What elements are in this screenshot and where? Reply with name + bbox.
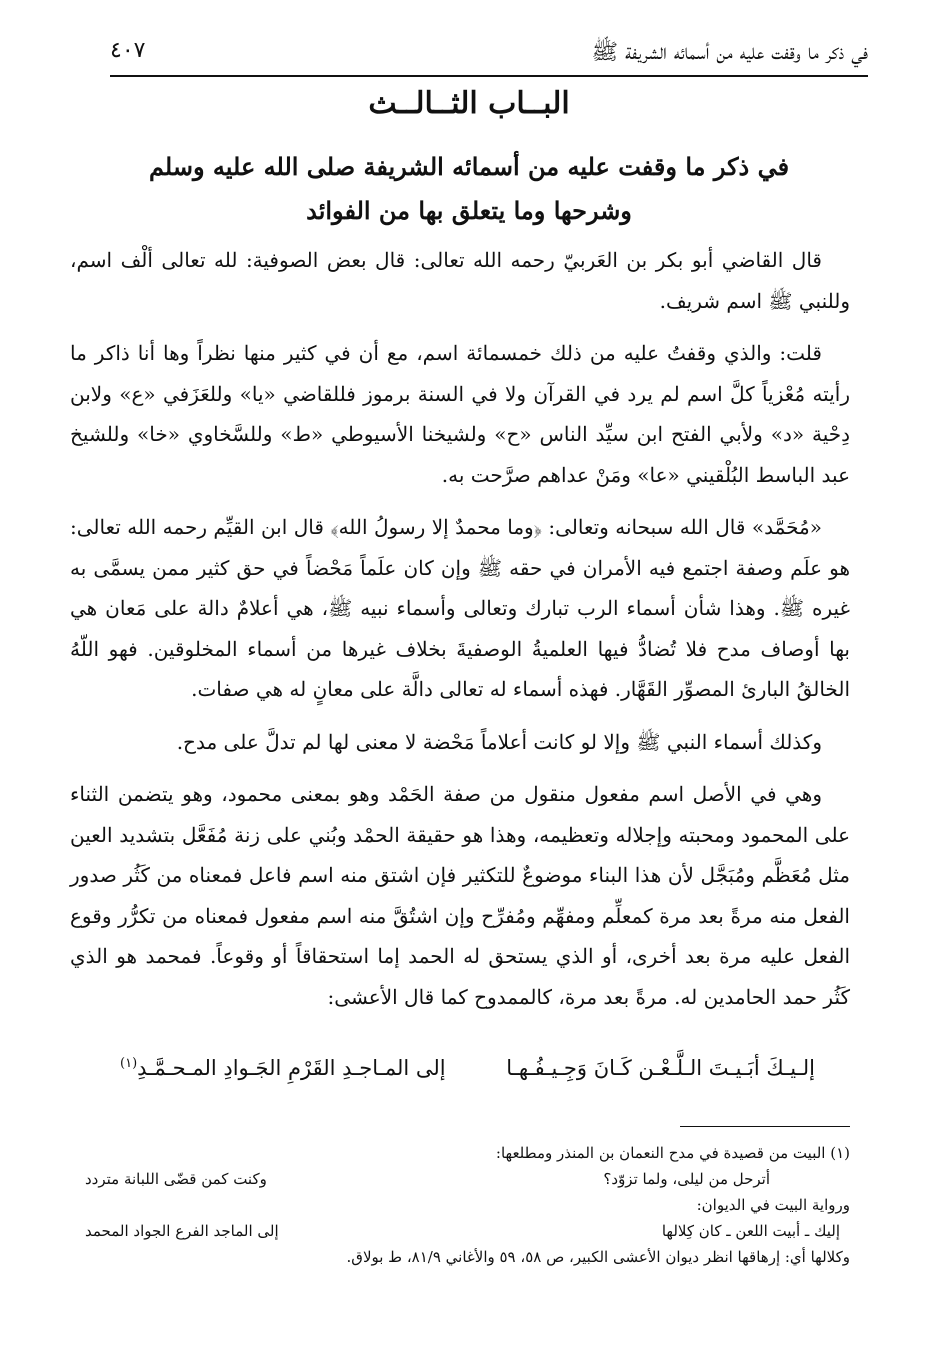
footnote-line: (١) البيت من قصيدة في مدح النعمان بن المنذر ومطلعها: <box>495 1144 850 1162</box>
header-title: في ذكر ما وقفت عليه من أسمائه الشريفة ﷺ <box>591 40 868 65</box>
footnote-line: وكلالها أي: إرهاقها انظر ديوان الأعشى الكبير، ص ٥٨، ٥٩ والأغاني ٨١/٩، ط بولاق. <box>346 1248 850 1266</box>
footnote-marker: (١) <box>120 1056 138 1071</box>
paragraph: قلت: والذي وقفتُ عليه من ذلك خمسمائة اسم، مع أن في كثير منها نظراً وها أنا ذاكر ما رأيته مُعْزياً كلَّ اسم لم يرد في القرآن ولا في السنة برموز فللقاضي «يا» وللعَزَفي «ع» ولابن دِحْية «د» ولأبي الفتح ابن سيِّد الناس «ح» ولشيخنا الأسيوطي «ط» وللسَّخاوي «خا» وللشيخ عبد الباسط البُلْقيني «عا» ومَنْ عداهم صرَّحت به. <box>70 341 850 487</box>
footnote-verse-part: إليك ـ أبيت اللعن ـ كان كِلالها <box>661 1222 840 1240</box>
verse-hemistich-1: إلـيـكَ أبَـيـتَ الـلَّـعْـن كَـانَ وَجِـيـفُـهـا <box>506 1056 815 1080</box>
footnote-verse-part: إلى الماجد الفرع الجواد المحمد <box>85 1222 279 1240</box>
footnote-verse-part: وكنت كمن قضّى اللبانة متردد <box>85 1170 267 1188</box>
page-number: ٤٠٧ <box>110 38 146 63</box>
footnote-divider <box>680 1126 850 1127</box>
chapter-title <box>80 145 858 233</box>
paragraph: وهي في الأصل اسم مفعول منقول من صفة الحَمْد وهو بمعنى محمود، وهو يتضمن الثناء على المحمود ومحبته وإجلاله وتعظيمه، وهذا هو حقيقة الحمْد وبُني على زنة مُفَعَّل بتشديد العين مثل مُعَظَّم ومُبَجَّل لأن هذا البناء موضوعٌ للتكثير فإن اشتق منه اسم فاعل فمعناه من كَثُر صدور الفعل منه مرةً بعد مرة كمعلِّم ومفهِّم ومُفرِّح وإن اشتُقَّ منه اسم مفعول فمعناه من تكرُّر وقوع الفعل عليه مرة بعد أخرى، أو الذي يستحق له الحمد إما استحقاقاً أو وقوعاً. فمحمد هو الذي كَثُر حمد الحامدين له. مرةً بعد مرة، كالممدوح كما قال الأعشى: <box>70 782 851 1009</box>
running-header <box>110 30 868 74</box>
footnote-line: ورواية البيت في الديوان: <box>696 1196 850 1214</box>
verse-hemistich-2-text: إلى المـاجـدِ القَرْمِ الجَـوادِ المـحـمَّـدِ <box>137 1056 446 1080</box>
verse-hemistich-2 <box>120 1056 446 1080</box>
paragraph: «مُحَمَّد» قال الله سبحانه وتعالى: ﴿وما محمدٌ إلا رسولُ الله﴾ قال ابن القيِّم رحمه الله تعالى: هو علَم وصفة اجتمع فيه الأمران في حقه ﷺ وإن كان علَماً مَحْضاً في حق كثير ممن يسمَّى به غيره ﷺ. وهذا شأن أسماء الرب تبارك وتعالى وأسماء نبيه ﷺ، هي أعلامٌ دالة على مَعان هي بها أوصاف مدح فلا تُضادُّ فيها العلميةُ الوصفيةَ بخلاف غيرها من أسماء المخلوقين. فهو اللّهُ الخالقُ البارئ المصوِّر القَهَّار. فهذه أسماء له تعالى دالَّة على معانٍ له هي صفات. <box>70 515 850 701</box>
chapter-title-line-1: في ذكر ما وقفت عليه من أسمائه الشريفة صلى الله عليه وسلم <box>148 152 790 181</box>
body-text <box>70 240 850 1021</box>
chapter-title-line-2: وشرحها وما يتعلق بها من الفوائد <box>306 196 632 225</box>
chapter-heading: البــاب الثــالــث <box>368 86 570 121</box>
footnote-verse-part: أترحل من ليلى، ولما تزوّد؟ <box>603 1170 770 1188</box>
footnotes <box>70 1140 850 1270</box>
paragraph: قال القاضي أبو بكر بن العَربيّ رحمه الله تعالى: قال بعض الصوفية: لله تعالى ألْف اسم، وللنبي ﷺ اسم شريف. <box>70 248 850 313</box>
footnote-verse <box>70 1166 850 1192</box>
footnote-verse <box>70 1218 850 1244</box>
header-divider <box>110 75 868 77</box>
paragraph: وكذلك أسماء النبي ﷺ وإلا لو كانت أعلاماً مَحْضة لا معنى لها لم تدلَّ على مدح. <box>176 729 822 754</box>
poetry-verse <box>70 1056 850 1096</box>
